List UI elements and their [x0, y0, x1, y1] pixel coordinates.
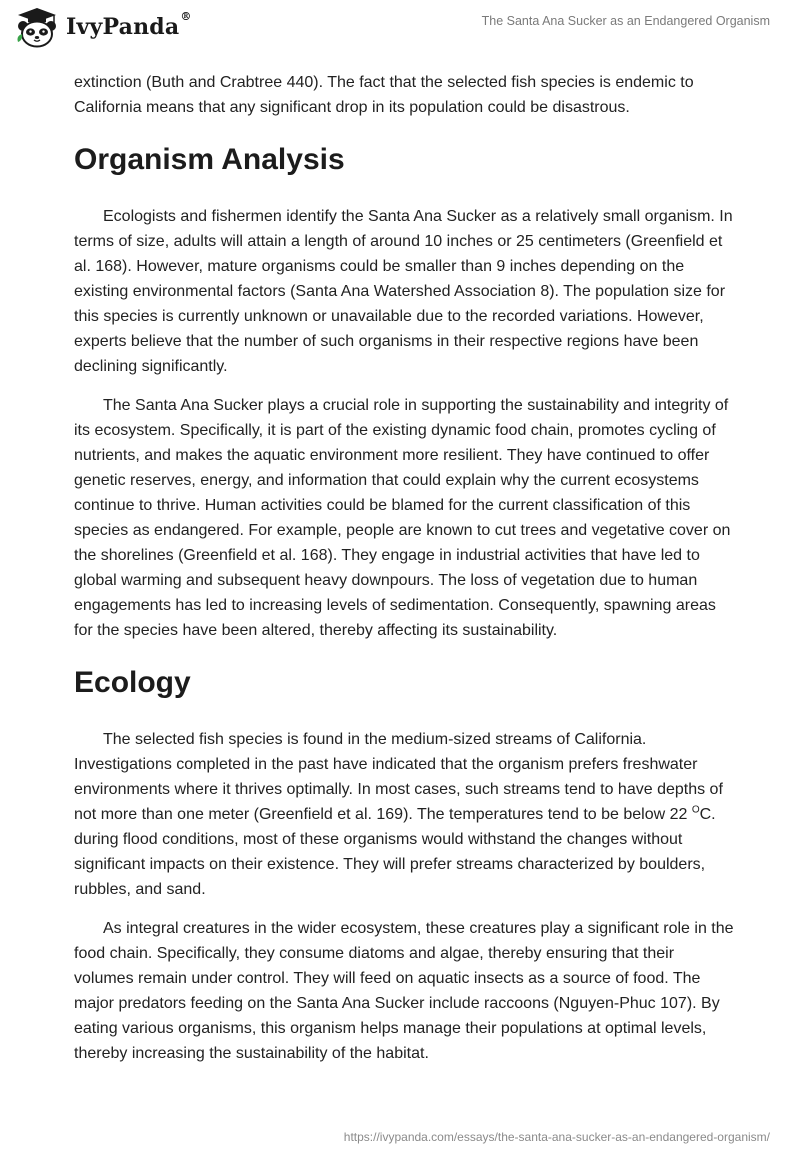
ecology-paragraph-1-end: C. during flood conditions, most of these organisms would withstand the changes without significant impacts on their existence. They will prefer streams characterized by boulders, rubbles, and sand.: [74, 806, 716, 898]
section-heading-organism-analysis: Organism Analysis: [74, 143, 345, 176]
panda-graduate-icon: [14, 6, 60, 48]
intro-paragraph: extinction (Buth and Crabtree 440). The fact that the selected fish species is endemic to California means that any significant drop in its population could be disastrous.: [74, 74, 694, 116]
organism-analysis-paragraph-1: Ecologists and fishermen identify the Santa Ana Sucker as a relatively small organism. In terms of size, adults will attain a length of around 10 inches or 25 centimeters (Greenfield et al. 168). However, mature organisms could be smaller than 9 inches depending on the existing environmental factors (Santa Ana Watershed Association 8). The population size for this species is currently unknown or unavailable due to the recorded variations. However, experts believe that the number of such organisms in their respective regions have been declining significantly.: [74, 208, 733, 375]
registered-mark: ®: [180, 10, 192, 23]
page-header: [0, 0, 800, 60]
ecology-paragraph-1-start: The selected fish species is found in the medium-sized streams of California. Investigations completed in the past have indicated that the organism prefers freshwater environments where it thrives optimally. In most cases, such streams tend to have depths of not more than one meter (Greenfield et al. 169). The temperatures tend to be below 22: [74, 731, 723, 823]
organism-analysis-paragraph-2: The Santa Ana Sucker plays a crucial role in supporting the sustainability and integrity of its ecosystem. Specifically, it is part of the existing dynamic food chain, promotes cycling of nutrients, and makes the aquatic environment more resilient. They have continued to offer genetic reserves, energy, and information that could explain why the current ecosystems continue to thrive. Human activities could be blamed for the current classification of this species as endangered. For example, people are known to cut trees and vegetative cover on the shorelines (Greenfield et al. 168). They engage in industrial activities that have led to global warming and subsequent heavy downpours. The loss of vegetation due to human engagements has led to increasing levels of sedimentation. Consequently, spawning areas for the species have been altered, thereby affecting its sustainability.: [74, 397, 731, 639]
brand-logo[interactable]: [14, 6, 192, 48]
degree-symbol: O: [691, 804, 700, 816]
section-heading-ecology: Ecology: [74, 666, 191, 699]
document-title: The Santa Ana Sucker as an Endangered Organism: [481, 14, 770, 28]
source-url-link[interactable]: https://ivypanda.com/essays/the-santa-ana-sucker-as-an-endangered-organism/: [343, 1130, 770, 1144]
essay-body: [74, 70, 734, 1080]
ecology-paragraph-1: [74, 727, 734, 902]
brand-name: IvyPanda®: [66, 10, 192, 40]
ecology-paragraph-2: As integral creatures in the wider ecosystem, these creatures play a significant role in the food chain. Specifically, they consume diatoms and algae, thereby ensuring that their volumes remain under control. They will feed on aquatic insects as a source of food. The major predators feeding on the Santa Ana Sucker include raccoons (Nguyen-Phuc 107). By eating various organisms, this organism helps manage their populations at optimal levels, thereby increasing the sustainability of the habitat.: [74, 920, 734, 1062]
